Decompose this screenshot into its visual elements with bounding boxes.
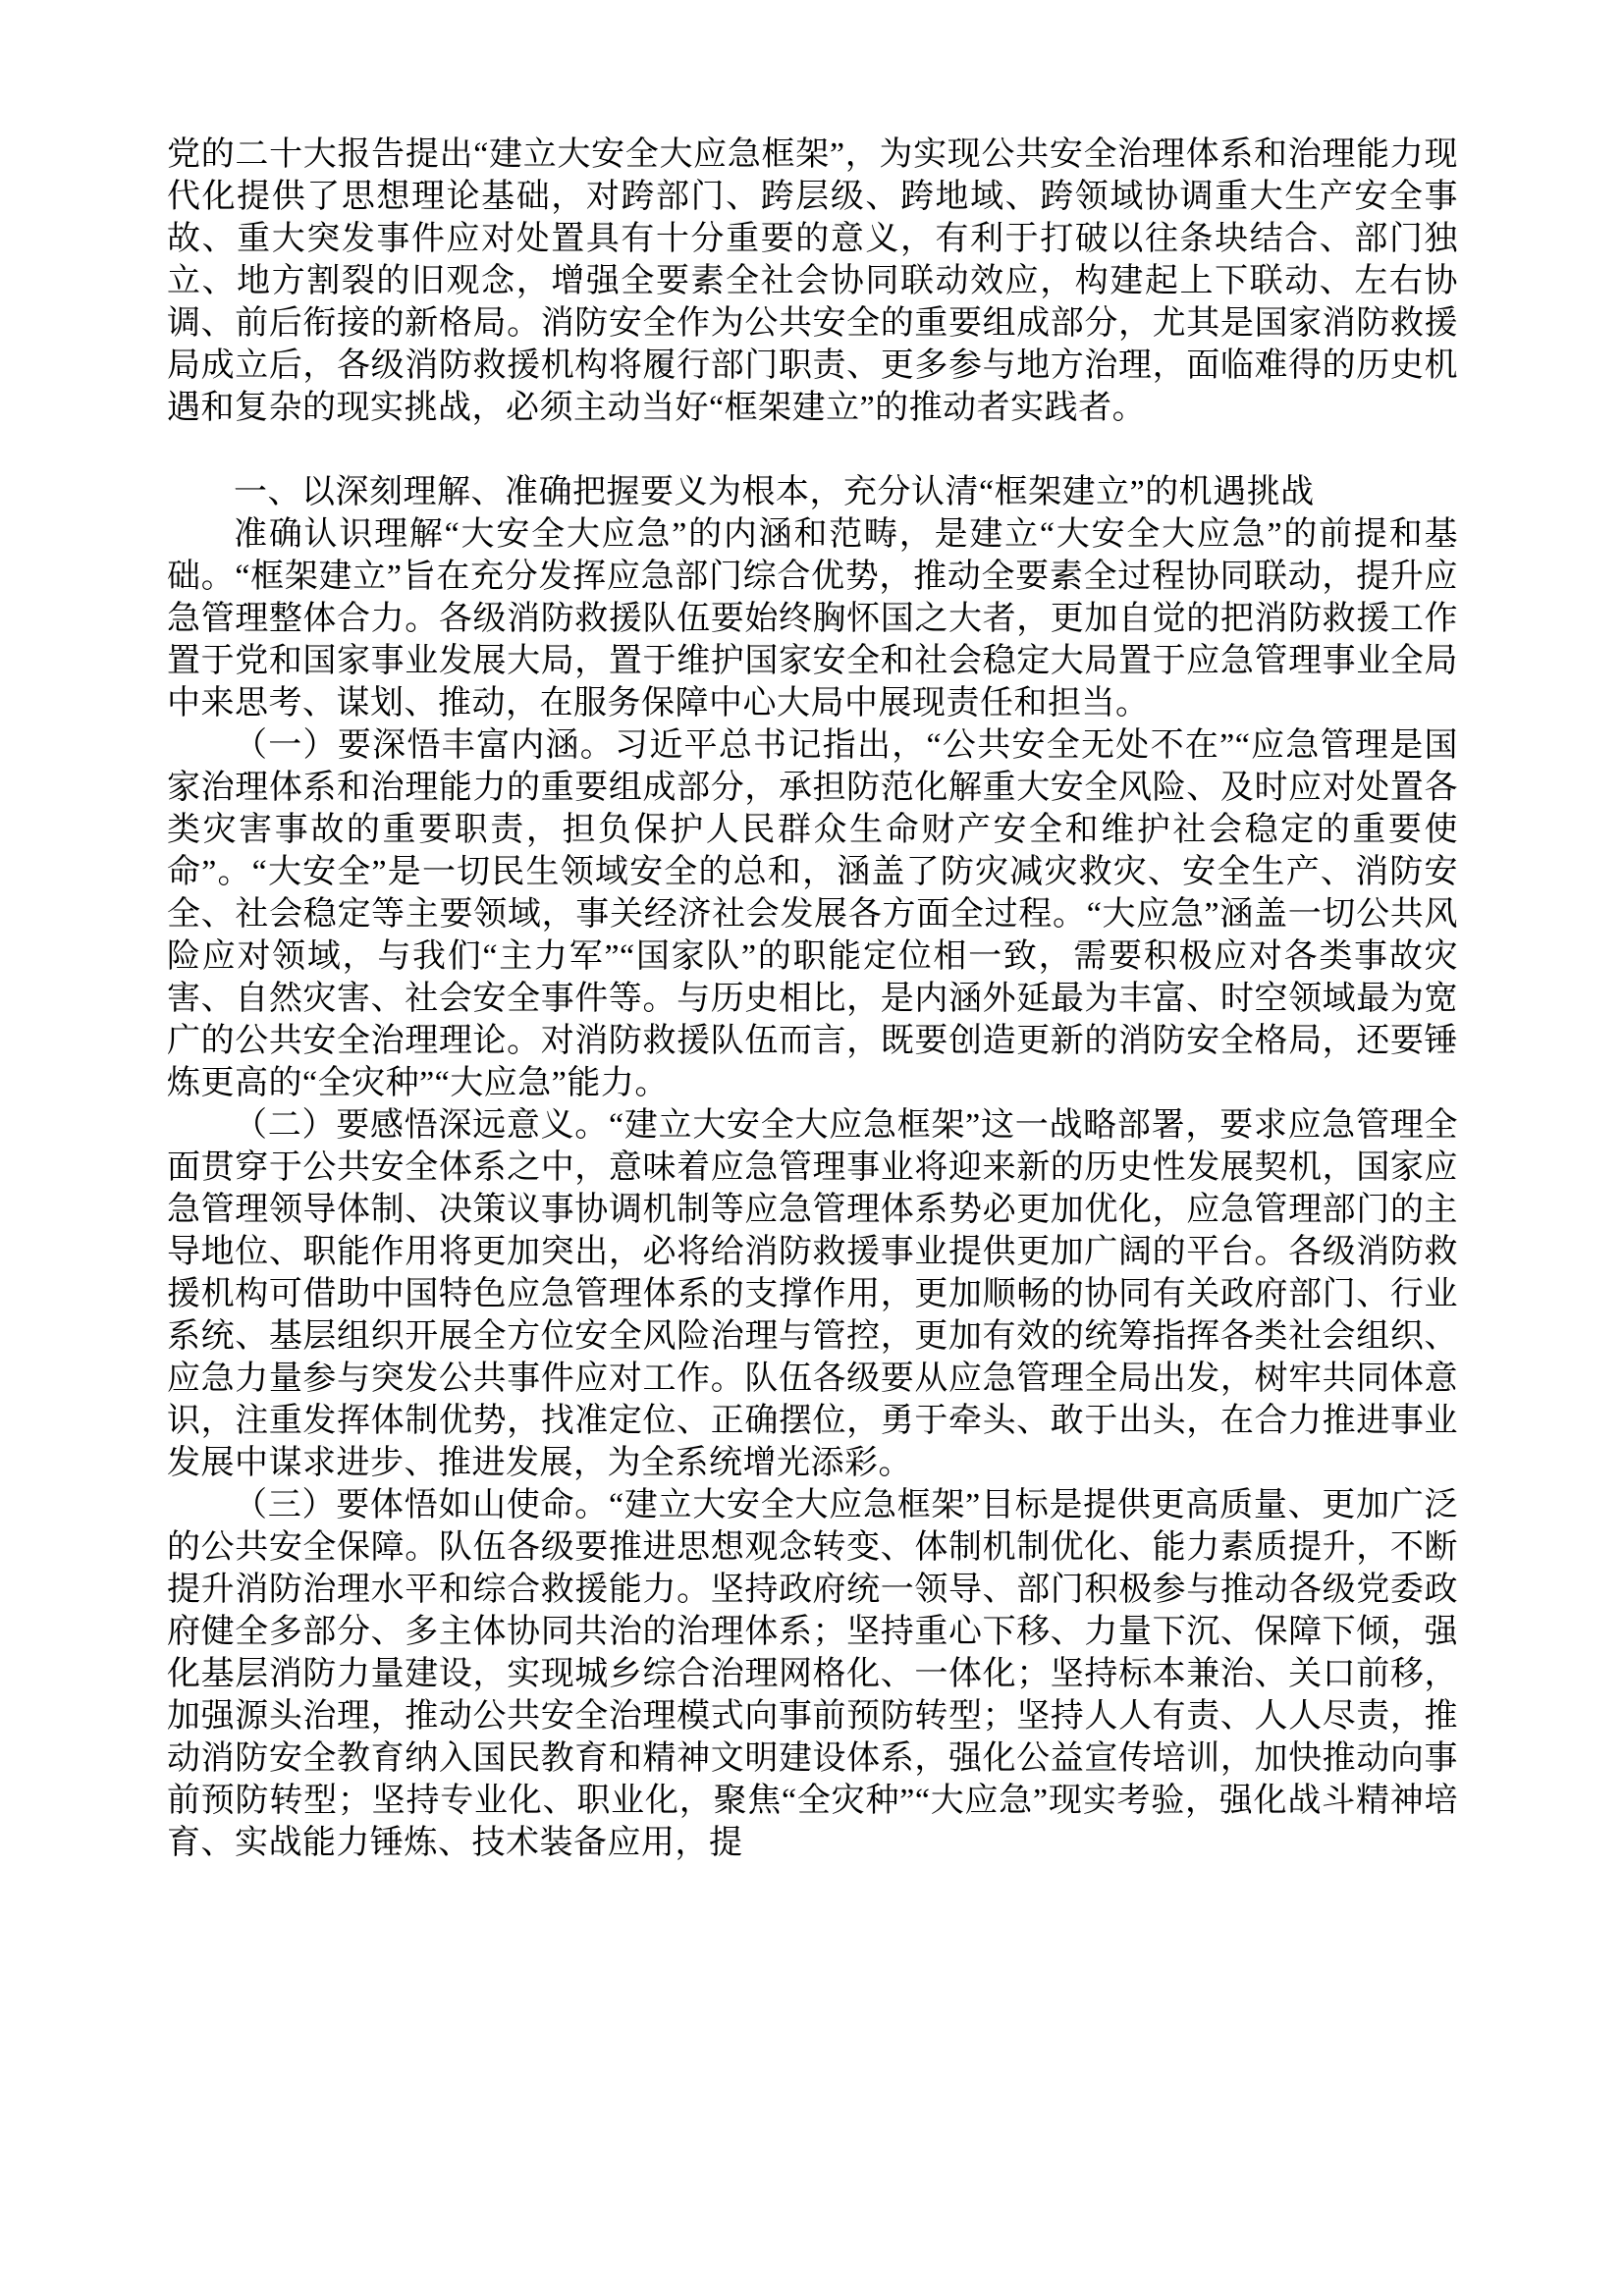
document-body	[167, 133, 1458, 1864]
paragraph-section-overview: 准确认识理解“大安全大应急”的内涵和范畴，是建立“大安全大应急”的前提和基础。“框架建立”旨在充分发挥应急部门综合优势，推动全要素全过程协同联动，提升应急管理整体合力。各级消防救援队伍要始终胸怀国之大者，更加自觉的把消防救援工作置于党和国家事业发展大局，置于维护国家安全和社会稳定大局置于应急管理事业全局中来思考、谋划、推动，在服务保障中心大局中展现责任和担当。	[167, 516, 1458, 721]
paragraph-point-1: （一）要深悟丰富内涵。习近平总书记指出，“公共安全无处不在”“应急管理是国家治理体系和治理能力的重要组成部分，承担防范化解重大安全风险、及时应对处置各类灾害事故的重要职责，担负保护人民群众生命财产安全和维护社会稳定的重要使命”。“大安全”是一切民生领域安全的总和，涵盖了防灾减灾救灾、安全生产、消防安全、社会稳定等主要领域，事关经济社会发展各方面全过程。“大应急”涵盖一切公共风险应对领域，与我们“主力军”“国家队”的职能定位相一致，需要积极应对各类事故灾害、自然灾害、社会安全事件等。与历史相比，是内涵外延最为丰富、时空领域最为宽广的公共安全治理理论。对消防救援队伍而言，既要创造更新的消防安全格局，还要锤炼更高的“全灾种”“大应急”能力。	[167, 727, 1458, 1101]
paragraph-point-3: （三）要体悟如山使命。“建立大安全大应急框架”目标是提供更高质量、更加广泛的公共安全保障。队伍各级要推进思想观念转变、体制机制优化、能力素质提升，不断提升消防治理水平和综合救援能力。坚持政府统一领导、部门积极参与推动各级党委政府健全多部分、多主体协同共治的治理体系；坚持重心下移、力量下沉、保障下倾，强化基层消防力量建设，实现城乡综合治理网格化、一体化；坚持标本兼治、关口前移，加强源头治理，推动公共安全治理模式向事前预防转型；坚持人人有责、人人尽责，推动消防安全教育纳入国民教育和精神文明建设体系，强化公益宣传培训，加快推动向事前预防转型；坚持专业化、职业化，聚焦“全灾种”“大应急”现实考验，强化战斗精神培育、实战能力锤炼、技术装备应用，提	[167, 1487, 1458, 1861]
section-heading: 一、以深刻理解、准确把握要义为根本，充分认清“框架建立”的机遇挑战	[234, 474, 1315, 510]
paragraph-intro: 党的二十大报告提出“建立大安全大应急框架”，为实现公共安全治理体系和治理能力现代化提供了思想理论基础，对跨部门、跨层级、跨地域、跨领域协调重大生产安全事故、重大突发事件应对处置具有十分重要的意义，有利于打破以往条块结合、部门独立、地方割裂的旧观念，增强全要素全社会协同联动效应，构建起上下联动、左右协调、前后衔接的新格局。消防安全作为公共安全的重要组成部分，尤其是国家消防救援局成立后，各级消防救援机构将履行部门职责、更多参与地方治理，面临难得的历史机遇和复杂的现实挑战，必须主动当好“框架建立”的推动者实践者。	[167, 136, 1458, 426]
paragraph-point-2: （二）要感悟深远意义。“建立大安全大应急框架”这一战略部署，要求应急管理全面贯穿于公共安全体系之中，意味着应急管理事业将迎来新的历史性发展契机，国家应急管理领导体制、决策议事协调机制等应急管理体系势必更加优化，应急管理部门的主导地位、职能作用将更加突出，必将给消防救援事业提供更加广阔的平台。各级消防救援机构可借助中国特色应急管理体系的支撑作用，更加顺畅的协同有关政府部门、行业系统、基层组织开展全方位安全风险治理与管控，更加有效的统筹指挥各类社会组织、应急力量参与突发公共事件应对工作。队伍各级要从应急管理全局出发，树牢共同体意识，注重发挥体制优势，找准定位、正确摆位，勇于牵头、敢于出头，在合力推进事业发展中谋求进步、推进发展，为全系统增光添彩。	[167, 1107, 1458, 1481]
